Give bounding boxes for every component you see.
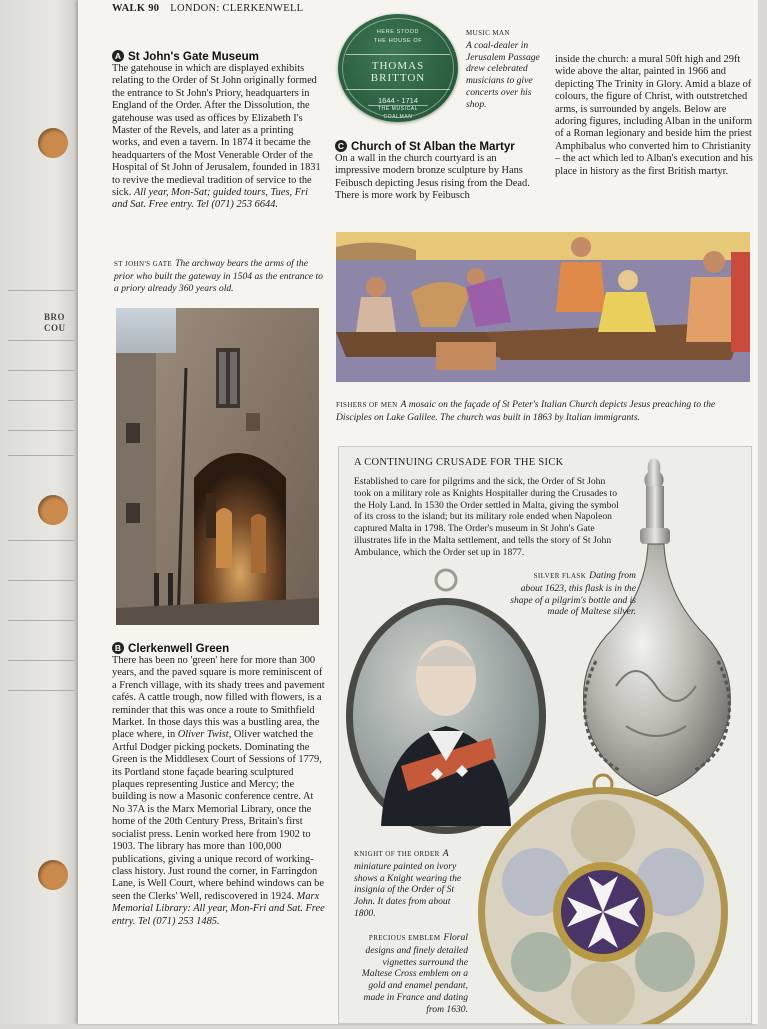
thomas-britton-plaque xyxy=(338,14,458,122)
knight-caption-text: A miniature painted on ivory shows a Knight wearing the insignia of the Order of St John. It dates from about 1800. xyxy=(354,848,462,919)
plaque-line: HERE STOOD xyxy=(376,29,420,35)
crusade-title: A CONTINUING CRUSADE FOR THE SICK xyxy=(354,457,564,468)
emblem-caption-text: Floral designs and finely detailed vignettes surround the Maltese Cross emblem on a gold and enamel pendant, made in France and dating from 1630. xyxy=(361,932,468,1015)
section-c-badge: C xyxy=(335,140,347,152)
flask-caption-lead: SILVER FLASK xyxy=(533,572,587,580)
music-man-text: A coal-dealer in Jerusalem Passage drew celebrated musicians to give concerts over his shop. xyxy=(466,39,540,110)
prev-label-line: BRO xyxy=(44,312,66,322)
section-a-body xyxy=(112,63,322,212)
crusade-body: Established to care for pilgrims and the sick, the Order of St John took on a military role as Knights Hospitaller during the Crusades to the Holy Land. In 1530 the Order settled in Malta, giving the symbol of its cross to the island; but its military role ended when Napoleon captured Malta in 1798. The Order's museum in St John's Gate illustrates life in the Malta settlement, and tells the story of St John Ambulance, which the Order set up in 1877. xyxy=(354,476,619,558)
emblem-caption xyxy=(352,932,468,1016)
mosaic-caption-lead: FISHERS OF MEN xyxy=(336,401,398,409)
gate-caption xyxy=(114,258,324,294)
section-b-title: Clerkenwell Green xyxy=(128,642,230,655)
section-a-title-row xyxy=(112,50,322,63)
fishers-of-men-mosaic xyxy=(336,232,750,382)
section-c-body-right: inside the church: a mural 50ft high and 29ft wide above the altar, painted in 1966 and depicting The Trinity in Glory. Amid a blaze of colours, the figure of Christ, with outstretched arms, is surrounded by angels. Below are adoring figures, including Alban in the uniform of a Roman legionary and beside him the priest Amphibalus who converted him to Christianity – the act which led to Alban's execution and his place in history as the first British martyr. xyxy=(555,54,753,177)
mosaic-caption-text: A mosaic on the façade of St Peter's Italian Church depicts Jesus preaching to the Disciples on Lake Galilee. The church was built in 1863 by Italian immigrants. xyxy=(336,399,716,423)
section-c-title: Church of St Alban the Martyr xyxy=(351,140,515,153)
knight-caption xyxy=(354,848,466,920)
previous-page-label xyxy=(44,312,66,334)
walk-location: LONDON: CLERKENWELL xyxy=(170,3,304,14)
running-header xyxy=(112,3,303,14)
plaque-line: COALMAN xyxy=(383,114,413,120)
section-b-title-row xyxy=(112,642,327,655)
plaque-line: THE MUSICAL xyxy=(377,106,419,112)
plaque-name: THOMAS BRITTON xyxy=(346,54,450,90)
binder-hole xyxy=(38,860,68,890)
music-man-lead: MUSIC MAN xyxy=(466,29,510,37)
prev-label-line: COU xyxy=(44,323,66,333)
section-a-badge: A xyxy=(112,50,124,62)
section-clerkenwell-green xyxy=(112,642,327,928)
music-man-caption xyxy=(466,28,544,111)
knight-caption-lead: KNIGHT OF THE ORDER xyxy=(354,850,440,858)
binder-hole xyxy=(38,128,68,158)
emblem-caption-lead: PRECIOUS EMBLEM xyxy=(368,934,441,942)
binder-hole xyxy=(38,495,68,525)
section-c-body-left: On a wall in the church courtyard is an impressive modern bronze sculpture by Hans Feibusch depicting Jesus rising from the Dead. There is more work by Feibusch xyxy=(335,153,530,202)
section-st-johns-gate xyxy=(112,50,322,212)
section-st-alban xyxy=(335,140,533,203)
section-a-text: The gatehouse in which are displayed exhibits relating to the Order of St John originally formed the entrance to St John's Priory, headquarters in England of the Order. After the Dissolution, the gatehouse was used as offices by Elizabeth I's Master of the Revels, and later as a printing works, and even a tavern. In 1874 it became the headquarters of the Most Venerable Order of the Hospital of St John of Jerusalem, founded in 1831 to revive the medieval tradition of service to the sick. xyxy=(112,63,321,199)
section-b-badge: B xyxy=(112,642,124,654)
section-a-info: All year, Mon-Sat; guided tours, Tues, Fri and Sat. Free entry. Tel (071) 253 6644. xyxy=(112,187,308,211)
gate-caption-lead: ST JOHN'S GATE xyxy=(114,260,173,268)
section-b-body xyxy=(112,655,327,928)
plaque-dates: 1644 - 1714 xyxy=(368,96,428,106)
oliver-twist-title: Oliver Twist xyxy=(177,729,229,741)
plaque-line: THE HOUSE OF xyxy=(373,38,423,44)
flask-caption-text: Dating from about 1623, this flask is in the shape of a pilgrim's bottle and is made of Maltese silver. xyxy=(510,570,636,618)
section-b-text: There has been no 'green' here for more than 300 years, and the paved square is more reminiscent of a French village, with its shady trees and pavement cafés. A cattle trough, now filled with flowers, is a reminder that this was once a route to Smithfield Market. In those days this was a bustling area, the place where, in xyxy=(112,655,325,741)
mosaic-caption xyxy=(336,399,750,424)
st-johns-gate-photo xyxy=(116,308,319,625)
gate-caption-text: The archway bears the arms of the prior who built the gateway in 1504 as the entrance to a priory already 360 years old. xyxy=(114,258,323,294)
silver-flask-photo xyxy=(566,456,748,806)
section-c-title-row xyxy=(335,140,533,153)
section-b-text-cont: , Oliver watched the Artful Dodger picking pockets. Dominating the Green is the Middlesex Court of Sessions of 1779, its Portland stone façade bearing sculptured plaques representing Justice and Mercy; the building is now a Masonic conference centre. At No 37A is the Marx Memorial Library, once the home of the 20th Century Press, Britain's first socialist press. Lenin worked here from 1902 to 1903. The library has more than 100,000 publications, giving a unique record of working-class history. Just round the corner, in Farringdon Lane, is Well Court, where behind windows can be seen the Clerks' Well, rediscovered in 1924. xyxy=(112,729,324,902)
precious-emblem-photo xyxy=(466,772,740,1024)
section-a-title: St John's Gate Museum xyxy=(128,50,259,63)
section-b-info: Marx Memorial Library: All year, Mon-Fri and Sat. Free entry. Tel (071) 253 1485. xyxy=(112,890,325,927)
previous-page-edge xyxy=(0,0,78,1024)
walk-number: WALK 90 xyxy=(112,3,160,14)
